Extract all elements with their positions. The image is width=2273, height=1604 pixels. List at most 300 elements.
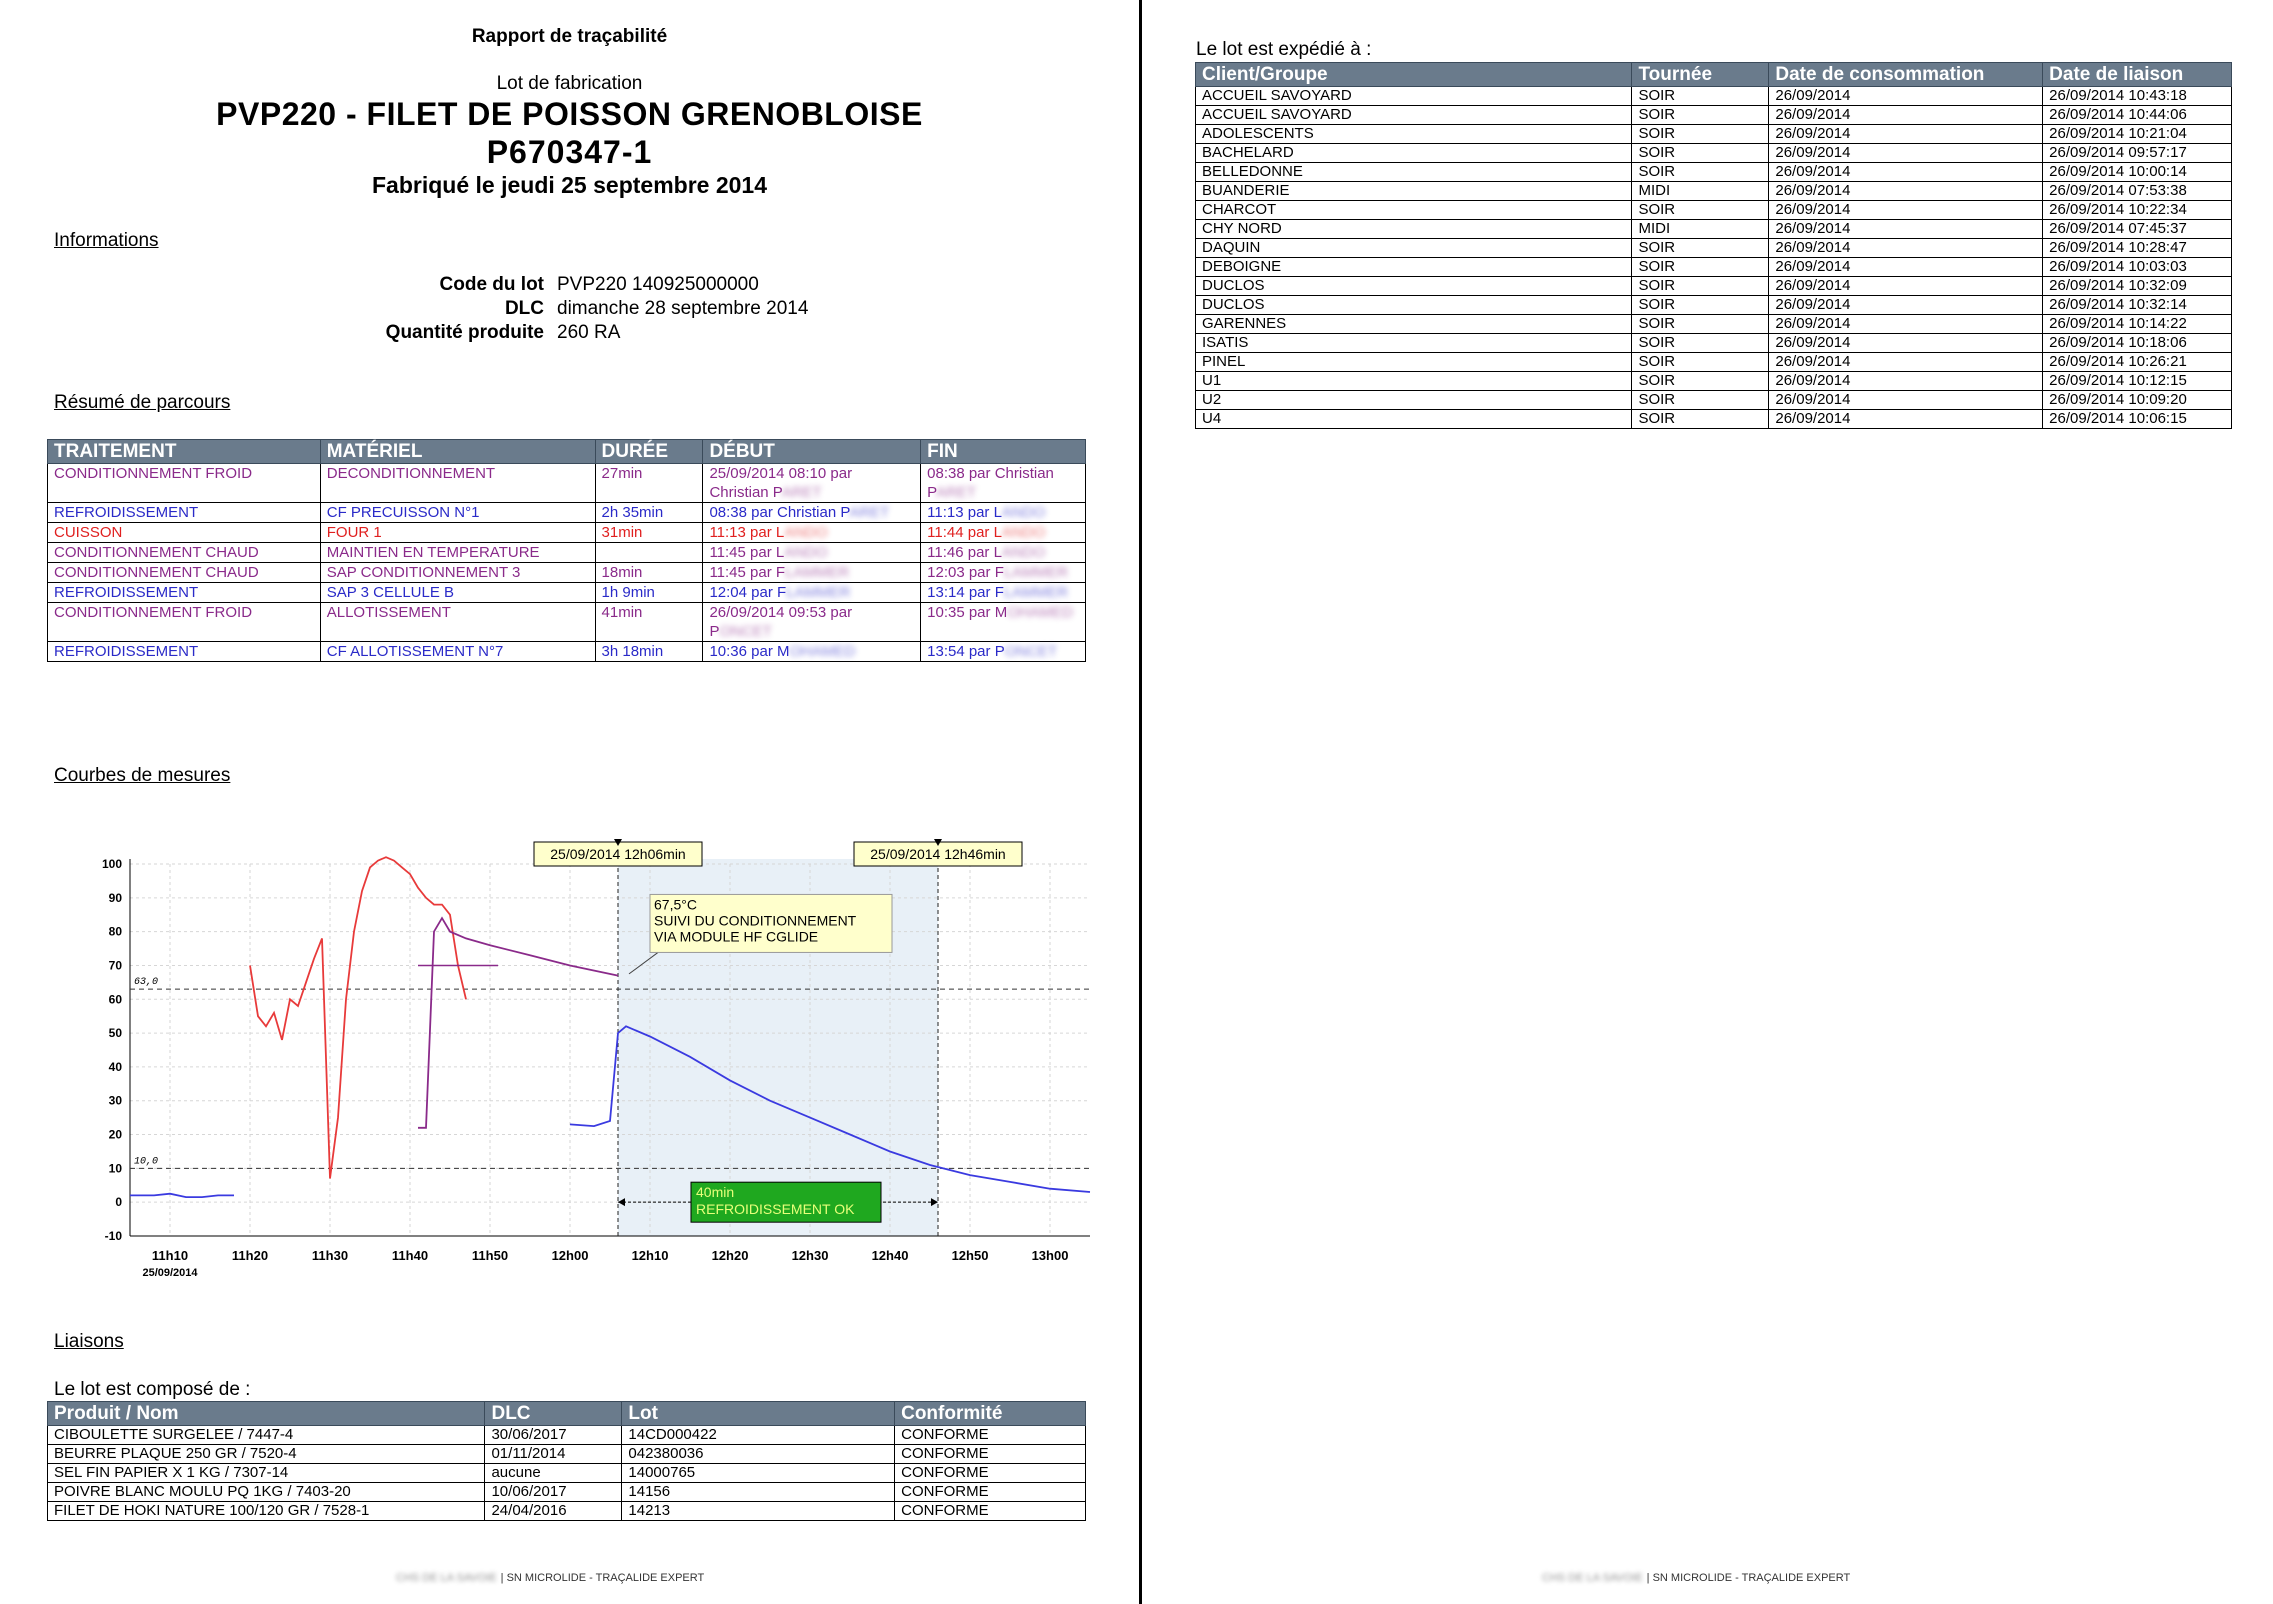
annotation-text: 67,5°C [654,896,697,913]
product-name: PVP220 - FILET DE POISSON GRENOBLOISE [216,96,923,132]
shipment-row [1196,296,2232,315]
y-tick-label: 50 [108,1026,122,1041]
cell-text: 2h 35min [601,504,664,521]
lot-number: P670347-1 [486,134,653,170]
composition-row [48,1464,1086,1483]
parcours-cell-traitement [48,642,321,662]
table-cell: MIDI [1632,182,1769,201]
composition-header-row [48,1402,1086,1426]
info-value: PVP220 140925000000 [557,274,759,295]
column-header: DLC [485,1402,622,1426]
info-value: 260 RA [557,322,621,343]
cell-text: 13:54 par P [927,643,1005,660]
table-cell: ISATIS [1196,334,1632,353]
table-cell: 26/09/2014 [1769,296,2043,315]
parcours-row [48,583,1086,603]
cell-text: 18min [601,564,643,581]
shipment-row [1196,353,2232,372]
parcours-cell-traitement [48,603,321,642]
x-tick-label: 11h10 [151,1248,189,1263]
shipment-row [1196,182,2232,201]
table-cell: 26/09/2014 10:03:03 [2043,258,2232,277]
table-cell: SOIR [1632,125,1769,144]
table-cell: 26/09/2014 10:12:15 [2043,372,2232,391]
threshold-label: 63,0 [134,977,159,989]
cell-text: 3h 18min [601,643,664,660]
table-cell: 10/06/2017 [485,1483,622,1502]
parcours-row [48,642,1086,662]
cell-text: REFROIDISSEMENT [54,584,199,601]
column-header: Conformité [895,1402,1086,1426]
table-cell: FILET DE HOKI NATURE 100/120 GR / 7528-1 [48,1502,485,1521]
table-cell: 26/09/2014 10:18:06 [2043,334,2232,353]
shipment-row [1196,391,2232,410]
y-tick-label: 70 [108,958,122,973]
table-cell: CONFORME [895,1426,1086,1445]
parcours-cell-materiel [320,543,595,563]
table-cell: SOIR [1632,144,1769,163]
table-cell: BEURRE PLAQUE 250 GR / 7520-4 [48,1445,485,1464]
parcours-cell-traitement [48,523,321,543]
x-tick-label: 11h50 [471,1248,509,1263]
footer-blurred-org: CHS DE LA SAVOIE [396,1572,497,1584]
table-cell: SOIR [1632,334,1769,353]
parcours-cell-debut [703,603,921,642]
parcours-cell-duree [595,543,703,563]
table-cell: SOIR [1632,239,1769,258]
cell-text: 11:44 par L [927,524,1002,541]
parcours-cell-duree [595,583,703,603]
parcours-cell-materiel [320,583,595,603]
parcours-row [48,464,1086,503]
redacted-name: LAMMER [786,584,851,601]
cell-text: 31min [601,524,643,541]
table-cell: 26/09/2014 10:14:22 [2043,315,2232,334]
table-cell: GARENNES [1196,315,1632,334]
table-cell: 26/09/2014 [1769,277,2043,296]
parcours-cell-fin [921,523,1086,543]
cell-text: 1h 9min [601,584,655,601]
parcours-cell-duree [595,464,703,503]
redacted-name: ANDO [1001,544,1046,561]
parcours-cell-traitement [48,503,321,523]
table-cell: 26/09/2014 [1769,258,2043,277]
parcours-cell-debut [703,503,921,523]
shipment-header-row [1196,63,2232,87]
cell-text: ALLOTISSEMENT [326,604,451,621]
parcours-cell-fin [921,563,1086,583]
table-cell: 26/09/2014 [1769,391,2043,410]
table-cell: 26/09/2014 [1769,372,2043,391]
table-cell: BACHELARD [1196,144,1632,163]
table-cell: 26/09/2014 [1769,410,2043,429]
y-tick-label: 60 [108,992,122,1007]
manufacture-date: Fabriqué le jeudi 25 septembre 2014 [372,172,767,198]
composition-row [48,1483,1086,1502]
parcours-cell-debut [703,543,921,563]
table-cell: 30/06/2017 [485,1426,622,1445]
column-header: Date de consommation [1769,63,2043,87]
parcours-cell-debut [703,523,921,543]
parcours-cell-traitement [48,563,321,583]
table-cell: 26/09/2014 [1769,163,2043,182]
cell-text: 12:04 par F [709,584,787,601]
shipment-row [1196,125,2232,144]
shipped-caption: Le lot est expédié à : [1196,39,1372,60]
info-label: Code du lot [439,274,544,295]
cell-text: 13:14 par F [927,584,1004,601]
column-header: Produit / Nom [48,1402,485,1426]
table-cell: 01/11/2014 [485,1445,622,1464]
parcours-cell-fin [921,464,1086,503]
table-cell: CHY NORD [1196,220,1632,239]
shipment-row [1196,106,2232,125]
table-cell: ACCUEIL SAVOYARD [1196,87,1632,106]
table-cell: 26/09/2014 [1769,353,2043,372]
redacted-name: LAMMER [1003,584,1069,601]
cell-text: 11:13 par L [709,524,785,541]
cell-text: CUISSON [54,524,123,541]
redacted-name: ARET [936,484,977,501]
cell-text: 11:46 par L [927,544,1002,561]
table-cell: 26/09/2014 10:22:34 [2043,201,2232,220]
informations-grid [300,273,808,345]
table-cell: CHARCOT [1196,201,1632,220]
table-cell: U4 [1196,410,1632,429]
cell-text: SAP CONDITIONNEMENT 3 [326,564,521,581]
x-tick-label: 11h30 [311,1248,349,1263]
parcours-row [48,603,1086,642]
table-cell: BUANDERIE [1196,182,1632,201]
composition-row [48,1445,1086,1464]
info-label: Quantité produite [385,322,544,343]
cell-text: 41min [601,604,643,621]
composition-row [48,1502,1086,1521]
table-cell: aucune [485,1464,622,1483]
y-tick-label: 20 [108,1127,122,1142]
shipment-row [1196,87,2232,106]
table-cell: 26/09/2014 [1769,106,2043,125]
informations-heading: Informations [54,230,159,251]
cell-text: CONDITIONNEMENT CHAUD [54,544,259,561]
parcours-cell-materiel [320,563,595,583]
table-cell: 26/09/2014 [1769,125,2043,144]
table-cell: MIDI [1632,220,1769,239]
table-cell: 26/09/2014 [1769,220,2043,239]
cell-text: SAP 3 CELLULE B [326,584,455,601]
x-tick-label: 12h30 [791,1248,829,1263]
x-tick-label: 12h00 [551,1248,589,1263]
temperature-series [250,857,466,1178]
table-cell: SOIR [1632,106,1769,125]
composition-row [48,1426,1086,1445]
cell-text: CONDITIONNEMENT FROID [54,604,253,621]
column-header: Lot [622,1402,895,1426]
info-value: dimanche 28 septembre 2014 [557,298,809,319]
table-cell: CONFORME [895,1502,1086,1521]
shipment-row [1196,144,2232,163]
table-cell: 26/09/2014 10:09:20 [2043,391,2232,410]
table-cell: 26/09/2014 10:06:15 [2043,410,2232,429]
temperature-series [130,1194,234,1197]
shipment-row [1196,372,2232,391]
x-tick-label: 11h40 [391,1248,429,1263]
x-tick-label: 12h40 [871,1248,909,1263]
table-cell: 14213 [622,1502,895,1521]
cell-text: 10:35 par M [927,604,1008,621]
table-cell: CONFORME [895,1464,1086,1483]
table-cell: 14CD000422 [622,1426,895,1445]
cell-text: 11:45 par F [709,564,786,581]
temperature-series [418,918,618,1128]
y-tick-label: 100 [101,857,122,871]
table-cell: 26/09/2014 09:57:17 [2043,144,2232,163]
table-cell: DAQUIN [1196,239,1632,258]
table-cell: 26/09/2014 07:53:38 [2043,182,2232,201]
cell-text: CONDITIONNEMENT CHAUD [54,564,259,581]
cell-text: REFROIDISSEMENT [54,504,199,521]
redacted-name: ARET [849,504,890,521]
table-cell: ACCUEIL SAVOYARD [1196,106,1632,125]
column-header: Client/Groupe [1196,63,1632,87]
cell-text: 08:38 par Christian P [709,504,850,521]
info-row [300,321,808,345]
parcours-cell-duree [595,523,703,543]
page-footer [396,1572,704,1584]
cell-text: 25/09/2014 08:10 par Christian P [709,465,853,501]
table-cell: U2 [1196,391,1632,410]
redacted-name: ARET [781,484,822,501]
info-row [300,273,808,297]
table-cell: SOIR [1632,87,1769,106]
x-tick-label: 12h10 [631,1248,669,1263]
column-header: TRAITEMENT [48,440,321,464]
redacted-name: LAMMER [1003,564,1069,581]
table-cell: DUCLOS [1196,277,1632,296]
threshold-label: 10,0 [134,1156,159,1168]
cell-text: 08:38 par Christian P [927,465,1054,501]
table-cell: 26/09/2014 [1769,87,2043,106]
parcours-cell-fin [921,642,1086,662]
table-cell: U1 [1196,372,1632,391]
shipment-row [1196,334,2232,353]
parcours-cell-materiel [320,503,595,523]
table-cell: 26/09/2014 10:28:47 [2043,239,2232,258]
table-cell: 24/04/2016 [485,1502,622,1521]
y-tick-label: 10 [108,1161,122,1176]
table-cell: SOIR [1632,258,1769,277]
table-cell: 26/09/2014 10:32:14 [2043,296,2232,315]
time-marker-label: 25/09/2014 12h46min [870,846,1006,862]
cell-text: CONDITIONNEMENT FROID [54,465,253,482]
column-header: DURÉE [595,440,703,464]
parcours-cell-debut [703,583,921,603]
footer-text: | SN MICROLIDE - TRAÇALIDE EXPERT [1646,1572,1851,1584]
shipment-row [1196,220,2232,239]
parcours-cell-duree [595,563,703,583]
table-cell: SOIR [1632,410,1769,429]
parcours-cell-traitement [48,543,321,563]
table-cell: 26/09/2014 [1769,144,2043,163]
parcours-cell-materiel [320,603,595,642]
shipment-row [1196,277,2232,296]
temperature-chart-svg [90,800,1100,1280]
cell-text: DECONDITIONNEMENT [326,465,496,482]
column-header: DÉBUT [703,440,921,464]
redacted-name: OHAMED [789,643,856,660]
parcours-row [48,523,1086,543]
table-cell: CONFORME [895,1445,1086,1464]
parcours-cell-fin [921,583,1086,603]
cell-text: CF ALLOTISSEMENT N°7 [326,643,504,660]
temperature-chart [90,800,1100,1280]
parcours-cell-duree [595,603,703,642]
table-cell: 26/09/2014 10:26:21 [2043,353,2232,372]
cell-text: REFROIDISSEMENT [54,643,199,660]
table-cell: 042380036 [622,1445,895,1464]
redacted-name: ANDO [1001,524,1046,541]
x-date-label: 25/09/2014 [142,1267,198,1279]
page-footer [1542,1572,1850,1584]
shipment-row [1196,201,2232,220]
parcours-cell-debut [703,563,921,583]
table-cell: 26/09/2014 10:21:04 [2043,125,2232,144]
table-cell: ADOLESCENTS [1196,125,1632,144]
parcours-cell-traitement [48,464,321,503]
column-header: FIN [921,440,1086,464]
table-cell: DUCLOS [1196,296,1632,315]
table-cell: SOIR [1632,277,1769,296]
y-tick-label: 0 [115,1195,122,1210]
cell-text: 26/09/2014 09:53 par P [709,604,853,640]
parcours-cell-debut [703,464,921,503]
parcours-cell-materiel [320,523,595,543]
table-cell: 26/09/2014 10:43:18 [2043,87,2232,106]
x-tick-label: 12h20 [711,1248,749,1263]
table-cell: SOIR [1632,201,1769,220]
shipment-row [1196,239,2232,258]
table-cell: SOIR [1632,391,1769,410]
parcours-row [48,543,1086,563]
table-cell: SOIR [1632,296,1769,315]
parcours-heading: Résumé de parcours [54,392,231,413]
table-cell: 26/09/2014 10:44:06 [2043,106,2232,125]
parcours-cell-fin [921,503,1086,523]
table-cell: 14156 [622,1483,895,1502]
redacted-name: LAMMER [785,564,850,581]
cell-text: 11:45 par L [709,544,785,561]
cell-text: 12:03 par F [927,564,1004,581]
courbes-heading: Courbes de mesures [54,765,231,786]
table-cell: 26/09/2014 10:32:09 [2043,277,2232,296]
parcours-cell-traitement [48,583,321,603]
table-cell: BELLEDONNE [1196,163,1632,182]
info-label: DLC [504,298,544,319]
parcours-cell-fin [921,603,1086,642]
redacted-name: ONCET [1004,643,1058,660]
column-header: Tournée [1632,63,1769,87]
table-cell: SOIR [1632,353,1769,372]
annotation-text: SUIVI DU CONDITIONNEMENT [654,912,857,929]
parcours-cell-materiel [320,464,595,503]
cell-text: MAINTIEN EN TEMPERATURE [326,544,540,561]
table-cell: 14000765 [622,1464,895,1483]
redacted-name: ANDO [784,544,828,561]
parcours-cell-duree [595,642,703,662]
y-tick-label: 80 [108,924,122,939]
x-tick-label: 13h00 [1031,1248,1069,1263]
table-cell: 26/09/2014 07:45:37 [2043,220,2232,239]
cell-text: CF PRECUISSON N°1 [326,504,480,521]
redacted-name: ANDO [1001,504,1046,521]
parcours-table [47,439,1086,662]
shipment-row [1196,315,2232,334]
redacted-name: OHAMED [1007,604,1074,621]
cell-text: 10:36 par M [709,643,790,660]
table-cell: SOIR [1632,372,1769,391]
parcours-row [48,563,1086,583]
liaisons-heading: Liaisons [54,1331,124,1352]
time-marker-label: 25/09/2014 12h06min [550,846,686,862]
shipment-row [1196,258,2232,277]
table-cell: 26/09/2014 [1769,182,2043,201]
composition-table [47,1401,1086,1521]
table-cell: CIBOULETTE SURGELEE / 7447-4 [48,1426,485,1445]
table-cell: SOIR [1632,163,1769,182]
table-cell: 26/09/2014 [1769,315,2043,334]
parcours-cell-fin [921,543,1086,563]
footer-blurred-org: CHS DE LA SAVOIE [1542,1572,1643,1584]
table-cell: DEBOIGNE [1196,258,1632,277]
table-cell: 26/09/2014 [1769,334,2043,353]
shipment-table [1195,62,2232,429]
report-title: Rapport de traçabilité [471,26,668,47]
table-cell: POIVRE BLANC MOULU PQ 1KG / 7403-20 [48,1483,485,1502]
parcours-cell-debut [703,642,921,662]
x-tick-label: 11h20 [231,1248,269,1263]
table-cell: SEL FIN PAPIER X 1 KG / 7307-14 [48,1464,485,1483]
table-cell: PINEL [1196,353,1632,372]
cell-text: 11:13 par L [927,504,1002,521]
refroidissement-ok-text: REFROIDISSEMENT OK [696,1201,855,1218]
table-cell: 26/09/2014 10:00:14 [2043,163,2232,182]
column-header: Date de liaison [2043,63,2232,87]
table-cell: SOIR [1632,315,1769,334]
report-page-right [1142,0,2273,1604]
redacted-name: ONCET [719,623,772,640]
x-tick-label: 12h50 [951,1248,989,1263]
parcours-cell-duree [595,503,703,523]
y-tick-label: -10 [104,1229,122,1243]
parcours-cell-materiel [320,642,595,662]
lot-caption: Lot de fabrication [496,73,643,94]
table-cell: CONFORME [895,1483,1086,1502]
redacted-name: ANDO [784,524,828,541]
y-tick-label: 90 [108,890,122,905]
shipment-row [1196,410,2232,429]
refroidissement-ok-text: 40min [696,1184,735,1201]
annotation-text: VIA MODULE HF CGLIDE [654,928,819,945]
parcours-header-row [48,440,1086,464]
parcours-row [48,503,1086,523]
table-cell: 26/09/2014 [1769,239,2043,258]
footer-text: | SN MICROLIDE - TRAÇALIDE EXPERT [500,1572,705,1584]
info-row [300,297,808,321]
table-cell: 26/09/2014 [1769,201,2043,220]
cell-text: FOUR 1 [326,524,382,541]
y-tick-label: 40 [108,1059,122,1074]
cell-text: 27min [601,465,643,482]
